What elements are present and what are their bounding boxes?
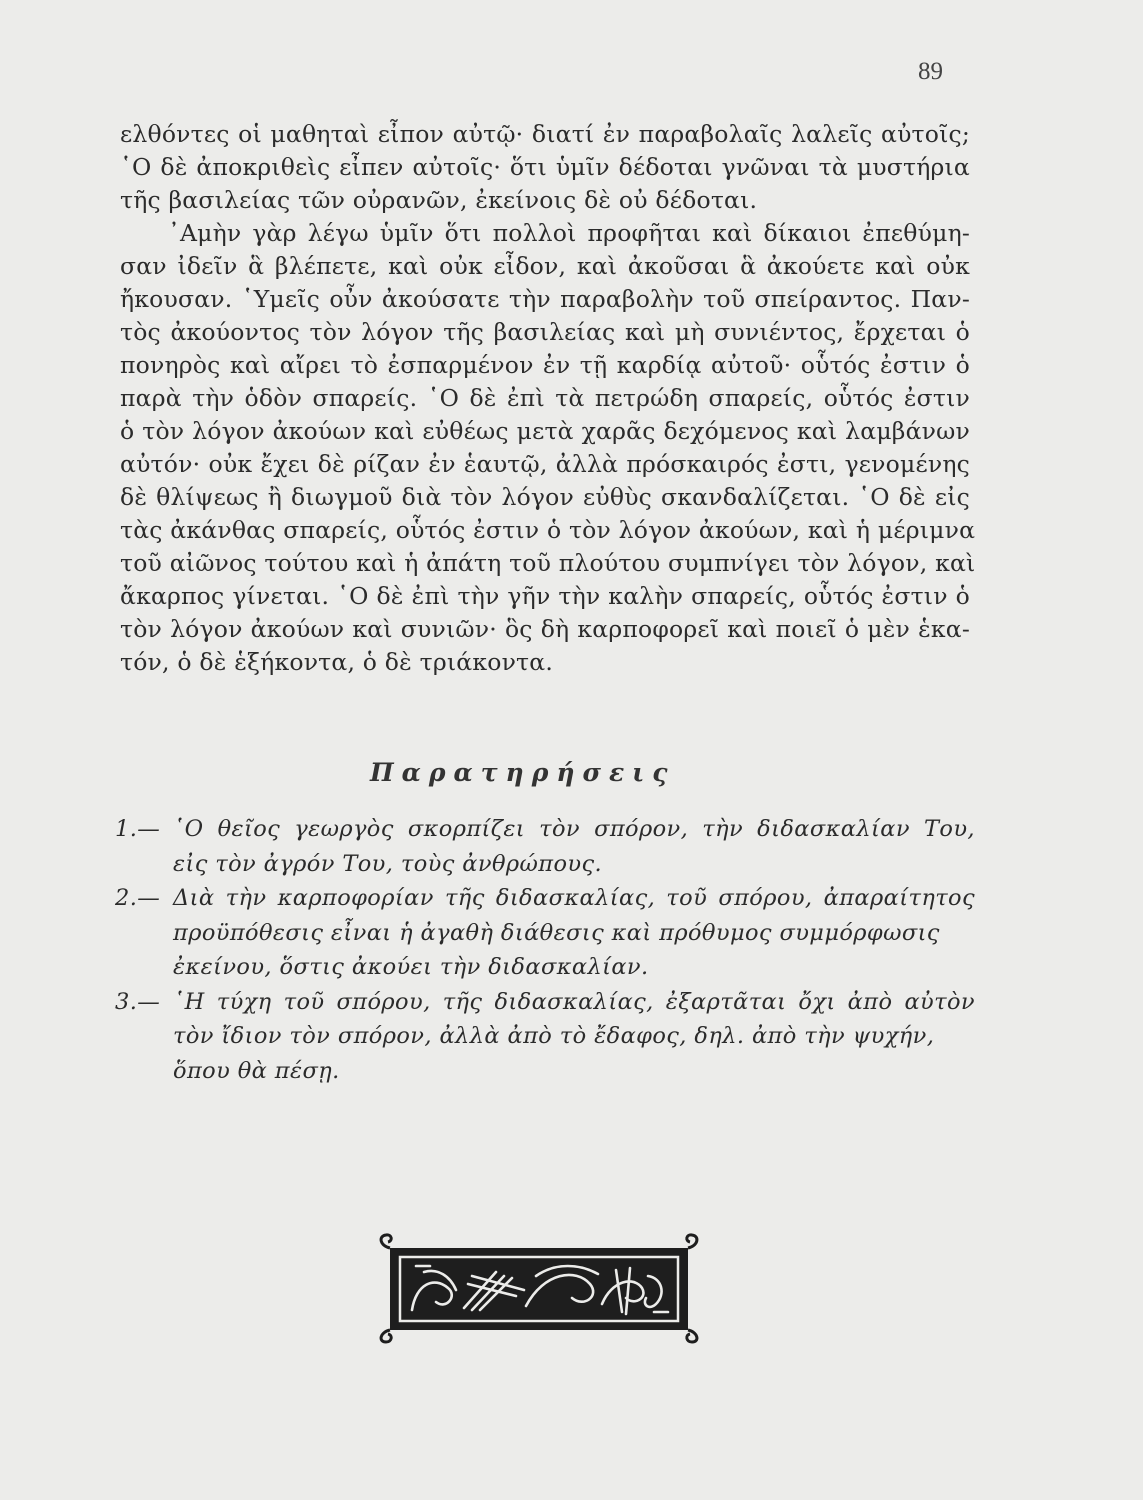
- body-line: ᾿Αμὴν γὰρ λέγω ὑμῖν ὅτι πολλοὶ προφῆται καὶ δίκαιοι ἐπεθύμη-: [168, 219, 970, 247]
- note-3-continuation: τὸν ἴδιον τὸν σπόρον, ἀλλὰ ἀπὸ τὸ ἔδαφος, δηλ. ἀπὸ τὴν ψυχήν,: [173, 1023, 935, 1049]
- body-line: σαν ἰδεῖν ἃ βλέπετε, καὶ οὐκ εἶδον, καὶ ἀκοῦσαι ἃ ἀκούετε καὶ οὐκ: [120, 252, 970, 280]
- note-number: 1.—: [115, 816, 161, 842]
- body-line: τῆς βασιλείας τῶν οὐρανῶν, ἐκείνοις δὲ οὐ δέδοται.: [120, 186, 758, 214]
- note-number: 2.—: [115, 885, 161, 911]
- body-line: αὐτόν· οὐκ ἔχει δὲ ρίζαν ἐν ἑαυτῷ, ἀλλὰ πρόσκαιρός ἐστι, γενομένης: [120, 450, 970, 478]
- body-line: πονηρὸς καὶ αἴρει τὸ ἐσπαρμένον ἐν τῇ καρδίᾳ αὐτοῦ· οὗτός ἐστιν ὁ: [120, 351, 970, 379]
- body-line: τοῦ αἰῶνος τούτου καὶ ἡ ἀπάτη τοῦ πλούτου συμπνίγει τὸν λόγον, καὶ: [120, 549, 976, 577]
- body-line: ελθόντες οἱ μαθηταὶ εἶπον αὐτῷ· διατί ἐν παραβολαῖς λαλεῖς αὐτοῖς;: [120, 120, 970, 148]
- note-1-continuation: εἰς τὸν ἀγρόν Του, τοὺς ἀνθρώπους.: [173, 850, 603, 877]
- body-text: [120, 118, 976, 679]
- body-line: ὁ τὸν λόγον ἀκούων καὶ εὐθέως μετὰ χαρᾶς δεχόμενος καὶ λαμβάνων: [120, 417, 970, 445]
- decorative-tailpiece-icon: [376, 1232, 702, 1344]
- body-line: τὸς ἀκούοντος τὸν λόγον τῆς βασιλείας καὶ μὴ συνιέντος, ἔρχεται ὁ: [120, 318, 970, 346]
- note-2-continuation: ἐκείνου, ὅστις ἀκούει τὴν διδασκαλίαν.: [173, 954, 649, 980]
- note-number: 3.—: [115, 988, 161, 1015]
- note-text: ῾Ο θεῖος γεωργὸς σκορπίζει τὸν σπόρον, τὴν διδασκαλίαν Του,: [173, 816, 975, 842]
- note-text: Διὰ τὴν καρποφορίαν τῆς διδασκαλίας, τοῦ σπόρου, ἀπαραίτητος: [173, 885, 975, 911]
- body-line: παρὰ τὴν ὁδὸν σπαρείς. ῾Ο δὲ ἐπὶ τὰ πετρώδη σπαρείς, οὗτός ἐστιν: [120, 384, 970, 412]
- body-line: ἄκαρπος γίνεται. ῾Ο δὲ ἐπὶ τὴν γῆν τὴν καλὴν σπαρείς, οὗτός ἐστιν ὁ: [120, 582, 970, 610]
- body-line: τόν, ὁ δὲ ἑξήκοντα, ὁ δὲ τριάκοντα.: [120, 648, 553, 676]
- body-line: ἤκουσαν. ῾Υμεῖς οὖν ἀκούσατε τὴν παραβολὴν τοῦ σπείραντος. Παν-: [120, 285, 970, 313]
- body-line: τὰς ἀκάνθας σπαρείς, οὗτός ἐστιν ὁ τὸν λόγον ἀκούων, καὶ ἡ μέριμνα: [120, 516, 976, 544]
- notes-heading: Παρατηρήσεις: [370, 758, 676, 787]
- note-3-continuation: ὅπου θὰ πέσῃ.: [173, 1057, 340, 1084]
- note-1: [115, 812, 975, 847]
- note-text: ῾Η τύχη τοῦ σπόρου, τῆς διδασκαλίας, ἐξαρτᾶται ὄχι ἀπὸ αὐτὸν: [173, 988, 975, 1015]
- page-number: 89: [918, 58, 943, 85]
- notes-list: [115, 812, 975, 1088]
- body-line: δὲ θλίψεως ἢ διωγμοῦ διὰ τὸν λόγον εὐθὺς σκανδαλίζεται. ῾Ο δὲ εἰς: [120, 483, 970, 511]
- body-line: ῾Ο δὲ ἀποκριθεὶς εἶπεν αὐτοῖς· ὅτι ὑμῖν δέδοται γνῶναι τὰ μυστήρια: [120, 153, 970, 181]
- body-line: τὸν λόγον ἀκούων καὶ συνιῶν· ὃς δὴ καρποφορεῖ καὶ ποιεῖ ὁ μὲν ἑκα-: [120, 615, 970, 643]
- note-2: [115, 881, 975, 916]
- note-3: [115, 985, 975, 1020]
- note-2-continuation: προϋπόθεσις εἶναι ἡ ἀγαθὴ διάθεσις καὶ πρόθυμος συμμόρφωσις: [173, 919, 940, 946]
